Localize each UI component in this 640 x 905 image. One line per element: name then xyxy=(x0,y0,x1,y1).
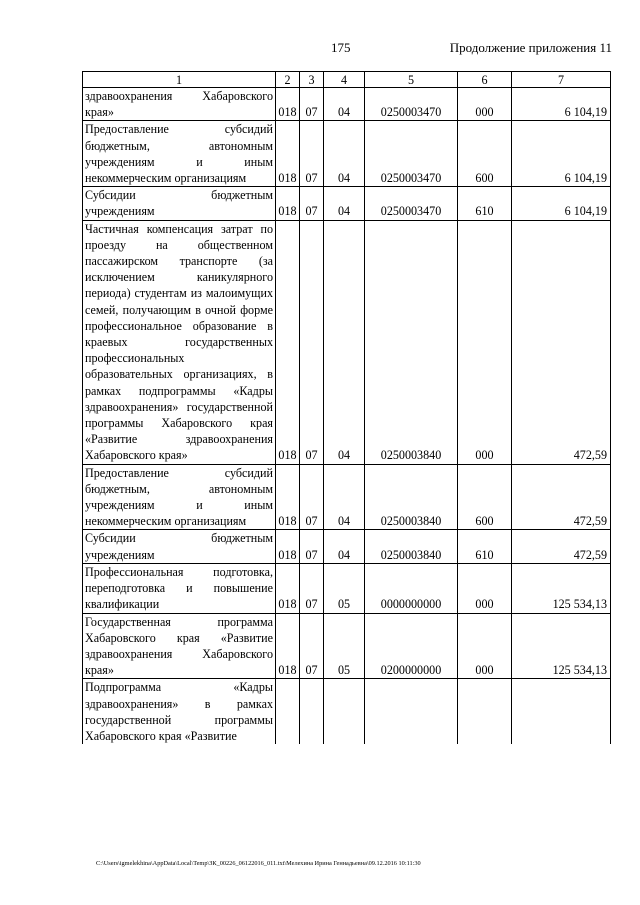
row-section-code: 07 xyxy=(300,464,324,530)
row-name: Подпрограмма «Кадры здравоохранения» в рамках государственной программы Хабаровского края «Развитие xyxy=(83,679,276,744)
table-row xyxy=(83,220,611,464)
row-expense-type-code: 610 xyxy=(458,530,512,563)
row-subsection-code: 04 xyxy=(324,88,365,121)
column-header-subsection: 4 xyxy=(324,72,365,88)
table-row xyxy=(83,88,611,121)
table-row xyxy=(83,613,611,679)
row-amount: 6 104,19 xyxy=(512,88,611,121)
row-section-code: 07 xyxy=(300,563,324,613)
row-amount: 125 534,13 xyxy=(512,613,611,679)
row-section-code: 07 xyxy=(300,187,324,220)
row-name: здравоохранения Хабаровского края» xyxy=(83,88,276,121)
table-row xyxy=(83,563,611,613)
row-expense-type-code xyxy=(458,679,512,744)
row-section-code: 07 xyxy=(300,530,324,563)
row-subsection-code: 04 xyxy=(324,187,365,220)
table-row xyxy=(83,530,611,563)
row-name: Предоставление субсидий бюджетным, автономным учреждениям и иным некоммерческим организациям xyxy=(83,121,276,187)
row-department-code: 018 xyxy=(276,563,300,613)
row-expense-type-code: 600 xyxy=(458,121,512,187)
row-amount: 6 104,19 xyxy=(512,187,611,220)
row-name: Частичная компенсация затрат по проезду на общественном пассажирском транспорте (за исключением каникулярного периода) студентам из малоимущих семей, получающим в очной форме профессиональное образование в краевых государственных профессиональных образовательных организациях, в рамках подпрограммы «Кадры здравоохранения» государственной программы Хабаровского края «Развитие здравоохранения Хабаровского края» xyxy=(83,220,276,464)
column-header-target-article: 5 xyxy=(365,72,458,88)
row-section-code: 07 xyxy=(300,220,324,464)
column-header-section: 3 xyxy=(300,72,324,88)
row-subsection-code: 04 xyxy=(324,121,365,187)
footer-file-path: C:\Users\igmelekhina\AppData\Local\Temp\ЗК_00226_06122016_011.txt\Мелехина Ирина Геннадьевна\09.12.2016 10:11:30 xyxy=(96,860,421,867)
row-amount: 472,59 xyxy=(512,464,611,530)
row-target-article-code: 0250003470 xyxy=(365,88,458,121)
row-department-code xyxy=(276,679,300,744)
row-name: Государственная программа Хабаровского края «Развитие здравоохранения Хабаровского края» xyxy=(83,613,276,679)
column-header-name: 1 xyxy=(83,72,276,88)
row-target-article-code: 0250003470 xyxy=(365,187,458,220)
row-target-article-code: 0250003840 xyxy=(365,220,458,464)
row-target-article-code: 0250003840 xyxy=(365,530,458,563)
row-subsection-code: 05 xyxy=(324,613,365,679)
row-target-article-code: 0200000000 xyxy=(365,613,458,679)
row-expense-type-code: 000 xyxy=(458,613,512,679)
column-header-amount: 7 xyxy=(512,72,611,88)
row-subsection-code: 04 xyxy=(324,220,365,464)
row-subsection-code: 04 xyxy=(324,530,365,563)
table-row xyxy=(83,464,611,530)
appendix-continuation-note: Продолжение приложения 11 xyxy=(449,40,612,55)
row-target-article-code: 0250003840 xyxy=(365,464,458,530)
row-target-article-code: 0000000000 xyxy=(365,563,458,613)
budget-table xyxy=(82,71,611,744)
row-subsection-code xyxy=(324,679,365,744)
row-target-article-code xyxy=(365,679,458,744)
row-expense-type-code: 610 xyxy=(458,187,512,220)
row-amount: 472,59 xyxy=(512,220,611,464)
row-target-article-code: 0250003470 xyxy=(365,121,458,187)
table-row xyxy=(83,121,611,187)
column-header-row xyxy=(83,72,611,88)
row-department-code: 018 xyxy=(276,187,300,220)
row-amount: 6 104,19 xyxy=(512,121,611,187)
row-amount: 125 534,13 xyxy=(512,563,611,613)
row-subsection-code: 04 xyxy=(324,464,365,530)
row-department-code: 018 xyxy=(276,121,300,187)
row-expense-type-code: 000 xyxy=(458,563,512,613)
row-department-code: 018 xyxy=(276,220,300,464)
row-department-code: 018 xyxy=(276,464,300,530)
row-section-code: 07 xyxy=(300,88,324,121)
row-expense-type-code: 000 xyxy=(458,220,512,464)
table-row xyxy=(83,187,611,220)
row-expense-type-code: 000 xyxy=(458,88,512,121)
row-amount xyxy=(512,679,611,744)
row-expense-type-code: 600 xyxy=(458,464,512,530)
row-department-code: 018 xyxy=(276,88,300,121)
row-name: Субсидии бюджетным учреждениям xyxy=(83,187,276,220)
row-department-code: 018 xyxy=(276,613,300,679)
row-subsection-code: 05 xyxy=(324,563,365,613)
row-amount: 472,59 xyxy=(512,530,611,563)
page-number: 175 xyxy=(331,40,351,55)
row-name: Предоставление субсидий бюджетным, автономным учреждениям и иным некоммерческим организациям xyxy=(83,464,276,530)
row-name: Субсидии бюджетным учреждениям xyxy=(83,530,276,563)
column-header-department: 2 xyxy=(276,72,300,88)
row-section-code: 07 xyxy=(300,121,324,187)
row-department-code: 018 xyxy=(276,530,300,563)
row-section-code: 07 xyxy=(300,613,324,679)
row-section-code xyxy=(300,679,324,744)
row-name: Профессиональная подготовка, переподготовка и повышение квалификации xyxy=(83,563,276,613)
table-row xyxy=(83,679,611,744)
column-header-expense-type: 6 xyxy=(458,72,512,88)
